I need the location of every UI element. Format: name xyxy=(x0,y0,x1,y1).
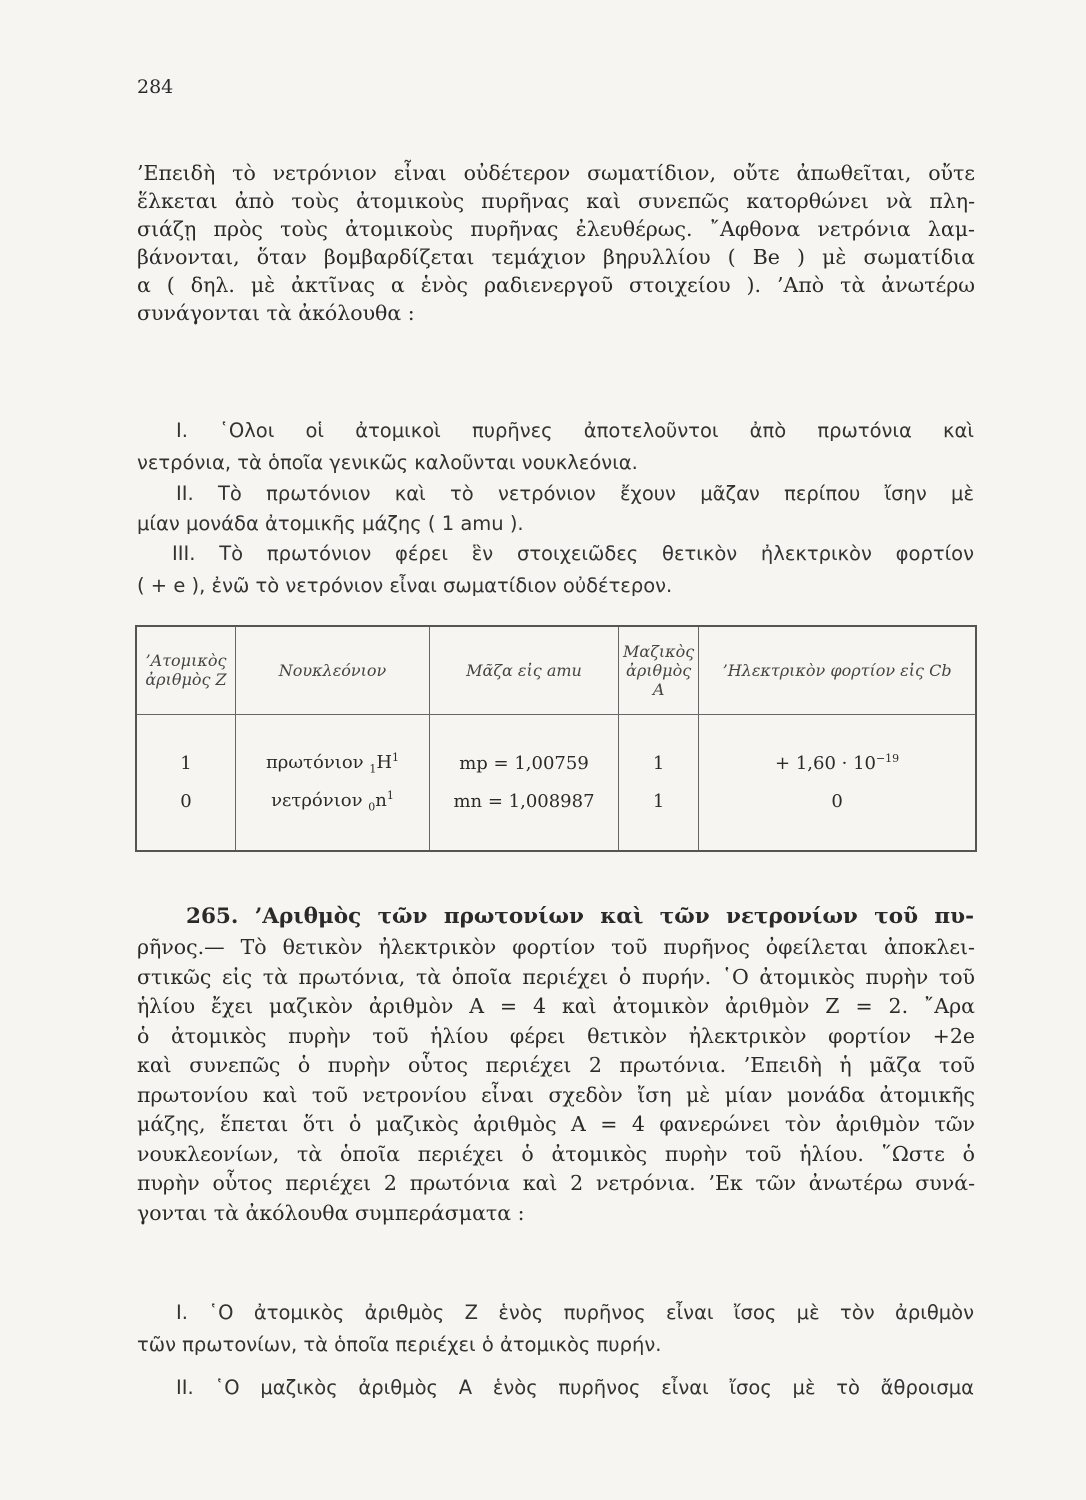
nucleon-name: πρωτόνιον xyxy=(265,752,364,774)
nucleon-name: νετρόνιον xyxy=(271,789,363,811)
header-charge: ’Ηλεκτρικὸν φορτίον εἰς Cb xyxy=(699,626,976,714)
point-line: I. ῾Ο ἀτομικὸς ἀριθμὸς Z ἑνὸς πυρῆνος εἶναι ἴσος μὲ τὸν ἀριθμὸν xyxy=(176,1301,974,1324)
charge-value: + 1,60 · 10 xyxy=(775,753,876,775)
point-line: II. Τὸ πρωτόνιον καὶ τὸ νετρόνιον ἔχουν μᾶζαν περίπου ἴσην μὲ xyxy=(176,482,974,505)
point-line: III. Τὸ πρωτόνιον φέρει ἓν στοιχειῶδες θετικὸν ἠλεκτρικὸν φορτίον xyxy=(172,542,974,565)
nucleon-subscript: 1 xyxy=(369,762,377,776)
text-line: σιάζῃ πρὸς τοὺς ἀτομικοὺς πυρῆνας ἐλευθέρως. ῎Αφθονα νετρόνια λαμ- xyxy=(137,217,975,241)
charge-value: 0 xyxy=(831,790,843,812)
nucleon-superscript: 1 xyxy=(392,751,400,765)
text-line: ἡλίου ἔχει μαζικὸν ἀριθμὸν A = 4 καὶ ἀτομικὸν ἀριθμὸν Z = 2. ῎Αρα xyxy=(137,994,975,1018)
cell-charge xyxy=(699,782,976,851)
text-line: γονται τὰ ἀκόλουθα συμπεράσματα : xyxy=(137,1201,525,1225)
charge-exponent: −19 xyxy=(875,752,900,766)
header-mass-number: Μαζικὸς ἀριθμὸς A xyxy=(619,626,699,714)
text-line: καὶ συνεπῶς ὁ πυρὴν οὗτος περιέχει 2 πρωτόνια. ’Επειδὴ ἡ μᾶζα τοῦ xyxy=(137,1053,975,1077)
text-line: μάζης, ἕπεται ὅτι ὁ μαζικὸς ἀριθμὸς A = 4 φανερώνει τὸν ἀριθμὸν τῶν xyxy=(137,1112,975,1136)
cell-nucleon xyxy=(236,714,430,782)
cell-z: 1 xyxy=(180,752,192,774)
text-line: ἕλκεται ἀπὸ τοὺς ἀτομικοὺς πυρῆνας καὶ συνεπῶς κατορθώνει νὰ πλη- xyxy=(137,189,975,213)
header-mass: Μᾶζα εἰς amu xyxy=(430,626,619,714)
header-atomic-number: ’Ατομικὸς ἀριθμὸς Z xyxy=(136,626,236,714)
table-row xyxy=(136,782,976,851)
section-heading: 265. ’Αριθμὸς τῶν πρωτονίων καὶ τῶν νετρονίων τοῦ πυ- xyxy=(186,904,974,929)
cell-a: 1 xyxy=(619,714,699,782)
text-line: πρωτονίου καὶ τοῦ νετρονίου εἶναι σχεδὸν ἴση μὲ μίαν μονάδα ἀτομικῆς xyxy=(137,1083,975,1107)
cell-z: 0 xyxy=(180,790,192,812)
nucleon-subscript: 0 xyxy=(368,800,376,814)
table-row xyxy=(136,714,976,782)
point-line: I. ῾Ολοι οἱ ἀτομικοὶ πυρῆνες ἀποτελοῦντοι ἀπὸ πρωτόνια καὶ xyxy=(176,419,974,442)
cell-charge xyxy=(699,714,976,782)
text-line: συνάγονται τὰ ἀκόλουθα : xyxy=(137,301,415,325)
text-line: ’Επειδὴ τὸ νετρόνιον εἶναι οὐδέτερον σωματίδιον, οὔτε ἀπωθεῖται, οὔτε xyxy=(137,161,975,185)
cell-a: 1 xyxy=(619,782,699,851)
nucleon-superscript: 1 xyxy=(386,788,394,802)
nucleon-symbol: H xyxy=(376,752,393,774)
text-line: νουκλεονίων, τὰ ὁποῖα περιέχει ὁ ἀτομικὸς πυρὴν τοῦ ἡλίου. ῞Ωστε ὁ xyxy=(137,1142,975,1166)
nucleon-symbol: n xyxy=(375,789,387,811)
point-line: ( + e ), ἐνῶ τὸ νετρόνιον εἶναι σωματίδιον οὐδέτερον. xyxy=(137,574,673,597)
text-line: ὁ ἀτομικὸς πυρὴν τοῦ ἡλίου φέρει θετικὸν ἠλεκτρικὸν φορτίον +2e xyxy=(137,1024,975,1048)
point-line: μίαν μονάδα ἀτομικῆς μάζης ( 1 amu ). xyxy=(137,512,524,535)
cell-mass: mn = 1,008987 xyxy=(430,782,619,851)
header-nucleon: Νουκλεόνιον xyxy=(236,626,430,714)
text-line: α ( δηλ. μὲ ἀκτῖνας α ἑνὸς ραδιενεργοῦ στοιχείου ). ’Απὸ τὰ ἀνωτέρω xyxy=(137,273,975,297)
point-line: νετρόνια, τὰ ὁποῖα γενικῶς καλοῦνται νουκλεόνια. xyxy=(137,451,638,474)
point-line: τῶν πρωτονίων, τὰ ὁποῖα περιέχει ὁ ἀτομικὸς πυρήν. xyxy=(137,1333,662,1356)
point-line: II. ῾Ο μαζικὸς ἀριθμὸς A ἑνὸς πυρῆνος εἶναι ἴσος μὲ τὸ ἄθροισμα xyxy=(176,1376,974,1399)
nucleon-table xyxy=(135,625,977,852)
cell-nucleon xyxy=(236,782,430,851)
text-line: στικῶς εἰς τὰ πρωτόνια, τὰ ὁποῖα περιέχει ὁ πυρήν. ῾Ο ἀτομικὸς πυρὴν τοῦ xyxy=(137,965,975,989)
text-line: ρῆνος.— Τὸ θετικὸν ἠλεκτρικὸν φορτίον τοῦ πυρῆνος ὀφείλεται ἀποκλει- xyxy=(137,935,975,959)
table-header-row xyxy=(136,626,976,714)
text-line: βάνονται, ὅταν βομβαρδίζεται τεμάχιον βηρυλλίου ( Be ) μὲ σωματίδια xyxy=(137,245,975,269)
text-line: πυρὴν οὗτος περιέχει 2 πρωτόνια καὶ 2 νετρόνια. ’Εκ τῶν ἀνωτέρω συνά- xyxy=(137,1171,975,1195)
cell-mass: mp = 1,00759 xyxy=(430,714,619,782)
page-number: 284 xyxy=(137,76,174,98)
